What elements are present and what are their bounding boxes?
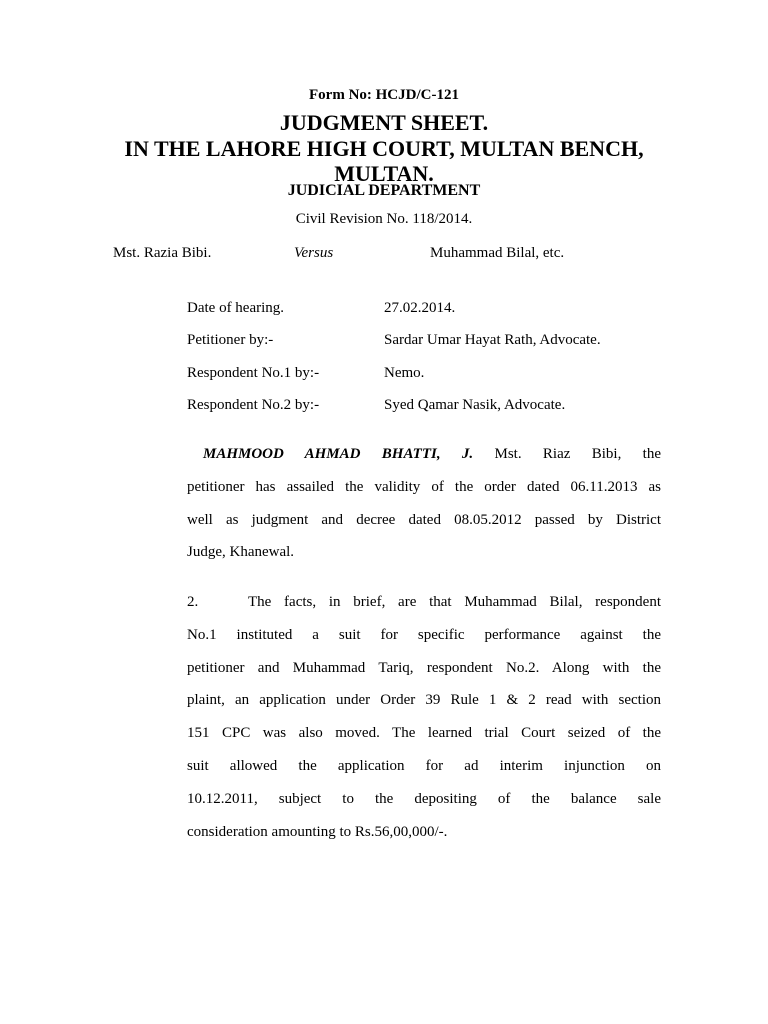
respondent2-counsel-label: Respondent No.2 by:- (187, 397, 320, 413)
paragraph-line (187, 438, 661, 471)
judgment-paragraph-1 (187, 438, 661, 569)
paragraph-line: well as judgment and decree dated 08.05.2012 passed by District (187, 511, 661, 528)
court-name-line2: MULTAN. (334, 161, 434, 186)
hearing-date-value: 27.02.2014. (384, 300, 456, 316)
petitioner-counsel-label: Petitioner by:- (187, 332, 274, 348)
paragraph-number: 2. (187, 594, 199, 610)
respondent1-counsel-value: Nemo. (384, 365, 425, 381)
paragraph-text: The facts, in brief, are that Muhammad Bilal, respondent (248, 594, 661, 610)
department-heading: JUDICIAL DEPARTMENT (287, 182, 481, 199)
document-title: JUDGMENT SHEET. (279, 110, 489, 135)
respondent1-counsel-label: Respondent No.1 by:- (187, 365, 320, 381)
paragraph-line: plaint, an application under Order 39 Rule 1 & 2 read with section (187, 692, 661, 709)
paragraph-line: suit allowed the application for ad interim injunction on (187, 757, 661, 774)
paragraph-line: 151 CPC was also moved. The learned trial Court seized of the (187, 725, 661, 742)
paragraph-line: petitioner has assailed the validity of the order dated 06.11.2013 as (187, 478, 661, 495)
paragraph-line: 10.12.2011, subject to the depositing of the balance sale (187, 790, 661, 807)
judge-name: MAHMOOD AHMAD BHATTI, J. (203, 446, 474, 462)
versus-label: Versus (294, 245, 334, 261)
petitioner-counsel-value: Sardar Umar Hayat Rath, Advocate. (384, 332, 601, 348)
case-number: Civil Revision No. 118/2014. (295, 211, 473, 227)
paragraph-text: Mst. Riaz Bibi, the (494, 446, 661, 462)
paragraph-line: No.1 instituted a suit for specific performance against the (187, 626, 661, 643)
respondent-name: Muhammad Bilal, etc. (430, 245, 565, 261)
paragraph-line: petitioner and Muhammad Tariq, respondent No.2. Along with the (187, 659, 661, 676)
form-number: Form No: HCJD/C-121 (309, 87, 459, 103)
paragraph-line: consideration amounting to Rs.56,00,000/-. (187, 823, 448, 840)
petitioner-name: Mst. Razia Bibi. (113, 245, 212, 261)
court-name-line1: IN THE LAHORE HIGH COURT, MULTAN BENCH, (124, 136, 644, 161)
judgment-paragraph-2 (187, 586, 661, 848)
paragraph-line (187, 586, 661, 619)
paragraph-line: Judge, Khanewal. (187, 544, 295, 561)
hearing-date-label: Date of hearing. (187, 300, 285, 316)
respondent2-counsel-value: Syed Qamar Nasik, Advocate. (384, 397, 566, 413)
